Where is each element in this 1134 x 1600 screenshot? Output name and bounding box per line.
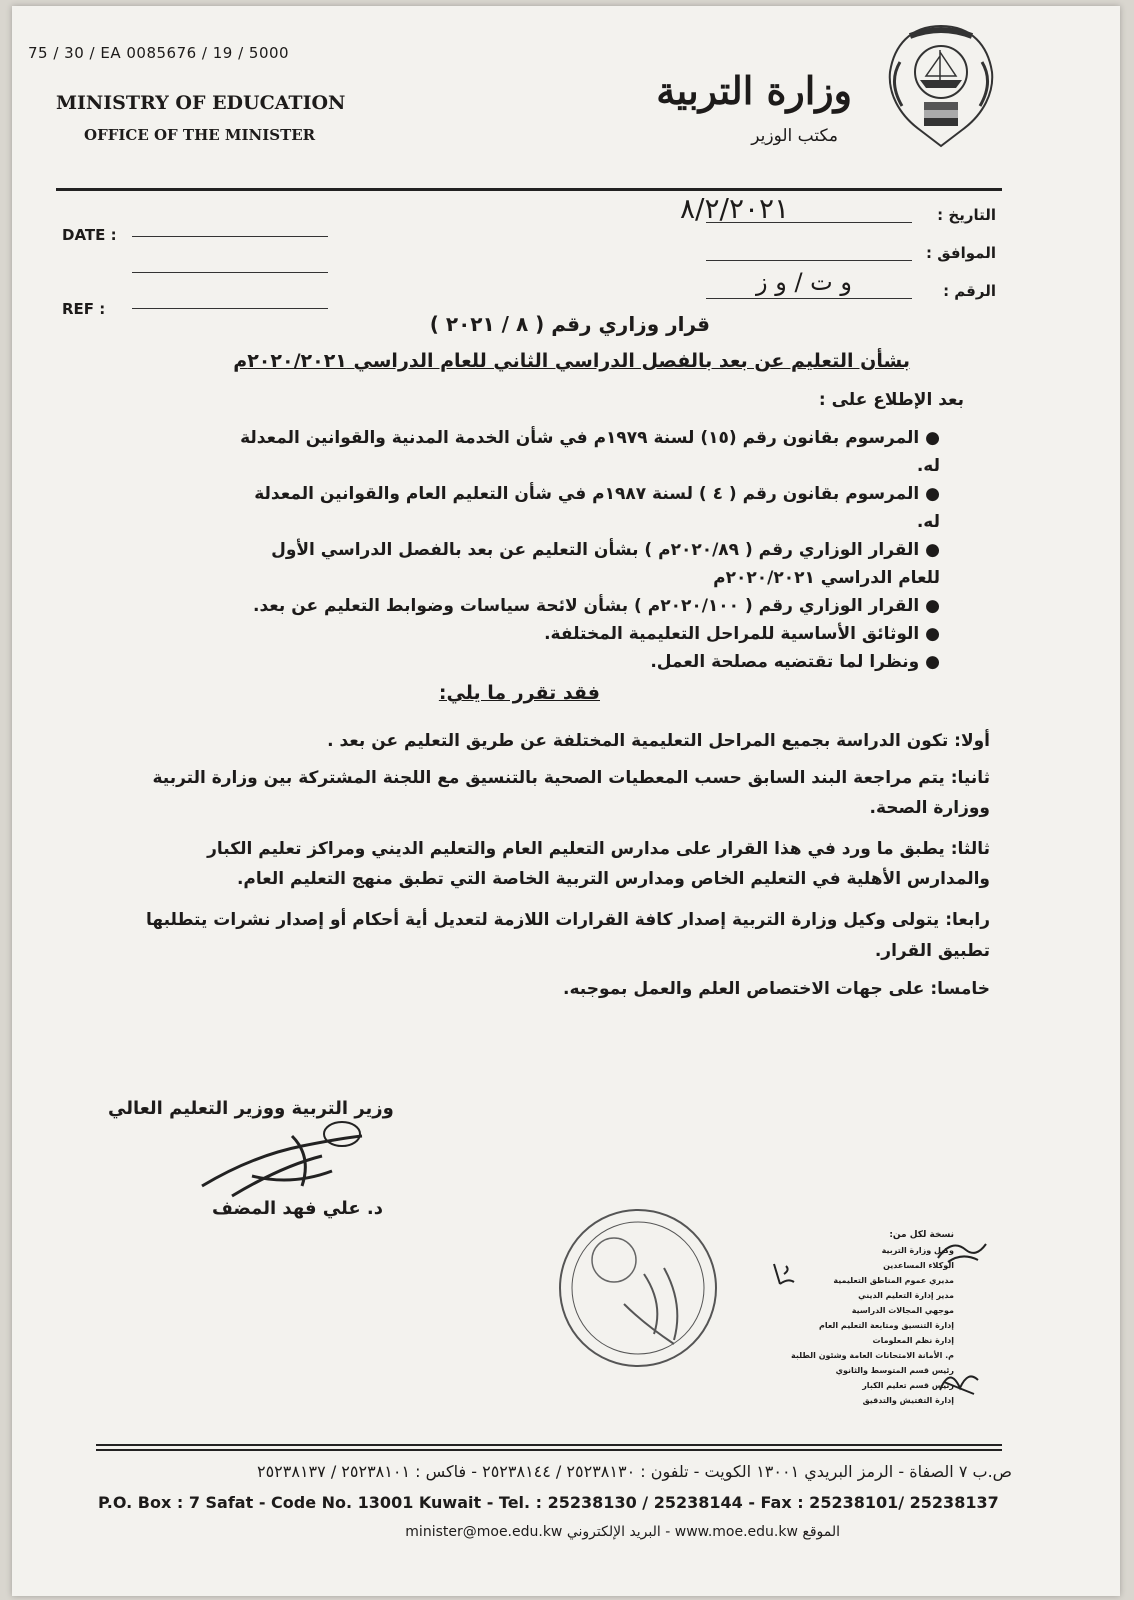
copies-signature-mark — [932, 1230, 992, 1270]
copies-signature-mark-2 — [934, 1360, 984, 1400]
initial-mark — [766, 1260, 806, 1290]
ministry-name-ar: وزارة التربية — [656, 68, 852, 113]
list-item: رئيس قسم تعليم الكبار — [862, 1381, 954, 1390]
list-item: مدير إدارة التعليم الديني — [858, 1291, 954, 1300]
number-handwritten: و ت / و ز — [756, 268, 852, 296]
date-handwritten: ٨/٢/٢٠٢١ — [680, 192, 790, 225]
list-item: ● المرسوم بقانون رقم ( ٤ ) لسنة ١٩٨٧م في شأن التعليم العام والقوانين المعدلة له. — [254, 484, 940, 533]
decision-items — [130, 726, 990, 1005]
list-item: الوكلاء المساعدين — [883, 1261, 954, 1270]
document-serial: 75 / 30 / EA 0085676 / 19 / 5000 — [28, 44, 290, 62]
signatory-position: وزير التربية ووزير التعليم العالي — [108, 1098, 394, 1119]
kuwait-emblem-icon — [880, 22, 1002, 150]
footer-divider-2 — [96, 1449, 1002, 1451]
date-line-en — [132, 236, 328, 237]
list-item: ● ونظرا لما تقتضيه مصلحة العمل. — [650, 652, 940, 673]
list-item: إدارة التفتيش والتدقيق — [862, 1396, 954, 1405]
decision-item: رابعا: يتولى وكيل وزارة التربية إصدار كافة القرارات اللازمة لتعديل أية أحكام أو إصدار نشرات يتطلبها تطبيق القرار. — [146, 909, 990, 961]
list-item: ● القرار الوزاري رقم ( ٢٠٢٠/١٠٠م ) بشأن لائحة سياسات وضوابط التعليم عن بعد. — [253, 596, 940, 617]
date-line-en-2 — [132, 272, 328, 273]
list-item: إدارة نظم المعلومات — [872, 1336, 954, 1345]
date-label-en: DATE : — [62, 226, 117, 244]
decision-title: قرار وزاري رقم ( ٨ / ٢٠٢١ ) — [429, 312, 710, 336]
list-item: ● المرسوم بقانون رقم (١٥) لسنة ١٩٧٩م في شأن الخدمة المدنية والقوانين المعدلة له. — [240, 428, 940, 477]
decision-item: ثالثا: يطبق ما ورد في هذا القرار على مدارس التعليم العام والتعليم الديني ومراكز تعليم الكبار والمدارس الأهلية في التعليم الخاص ومدارس التربية الخاصة التي تطبق منهج التعليم العام. — [207, 838, 990, 890]
ref-line-en — [132, 308, 328, 309]
ministry-name-en: MINISTRY OF EDUCATION — [56, 92, 346, 114]
ref-label-en: REF : — [62, 300, 106, 318]
date-label-ar: التاريخ : — [937, 206, 996, 224]
list-item: ● القرار الوزاري رقم ( ٢٠٢٠/٨٩م ) بشأن التعليم عن بعد بالفصل الدراسي الأول للعام الدراسي ٢٠٢٠/٢٠٢١م — [271, 540, 940, 589]
decision-item: أولا: تكون الدراسة بجميع المراحل التعليمية المختلفة عن طريق التعليم عن بعد . — [327, 731, 990, 751]
list-item: إدارة التنسيق ومتابعة التعليم العام — [819, 1321, 954, 1330]
footer-address-en: P.O. Box : 7 Safat - Code No. 13001 Kuwait - Tel. : 25238130 / 25238144 - Fax : 25238101/ 25238137 — [98, 1493, 999, 1512]
document-page — [12, 6, 1120, 1596]
header-divider — [56, 188, 1002, 191]
office-name-en: OFFICE OF THE MINISTER — [84, 126, 316, 144]
decision-item: خامسا: على جهات الاختصاص العلم والعمل بموجبه. — [563, 979, 990, 1000]
agreed-label-ar: الموافق : — [926, 244, 996, 262]
list-item: مديري عموم المناطق التعليمية — [833, 1276, 954, 1285]
office-name-ar: مكتب الوزير — [751, 126, 838, 146]
signature-image — [192, 1116, 392, 1206]
footer-address-ar: ص.ب ٧ الصفاة - الرمز البريدي ١٣٠٠١ الكويت - تلفون : ٢٥٢٣٨١٣٠ / ٢٥٢٣٨١٤٤ - فاكس : ٢٥٢٣٨١٠١ / ٢٥٢٣٨١٣٧ — [256, 1462, 1012, 1481]
references-list — [240, 424, 940, 676]
decision-subject: بشأن التعليم عن بعد بالفصل الدراسي الثاني للعام الدراسي ٢٠٢٠/٢٠٢١م — [233, 350, 910, 372]
decision-item: ثانيا: يتم مراجعة البند السابق حسب المعطيات الصحية بالتنسيق مع اللجنة المشتركة بين وزارة التربية ووزارة الصحة. — [152, 767, 990, 819]
number-line-ar — [706, 298, 912, 299]
list-item: ● الوثائق الأساسية للمراحل التعليمية المختلفة. — [544, 624, 940, 645]
list-item: وكيل وزارة التربية — [881, 1246, 954, 1255]
list-item: م. الأمانة الامتحانات العامة وشئون الطلبة — [790, 1351, 954, 1360]
list-item: موجهي المجالات الدراسية — [851, 1306, 954, 1315]
decided-heading: فقد تقرر ما يلي: — [438, 682, 600, 704]
copies-list — [784, 1228, 954, 1408]
preamble: بعد الإطلاع على : — [818, 390, 964, 410]
list-item: رئيس قسم المتوسط والثانوي — [835, 1366, 954, 1375]
number-label-ar: الرقم : — [943, 282, 996, 300]
footer-divider — [96, 1444, 1002, 1446]
footer-web: الموقع www.moe.edu.kw - البريد الإلكتروني minister@moe.edu.kw — [405, 1524, 840, 1540]
copies-heading: نسخة لكل من: — [889, 1230, 954, 1240]
signatory-name: د. علي فهد المضف — [212, 1198, 383, 1219]
agreed-line-ar — [706, 260, 912, 261]
official-stamp-icon — [554, 1204, 722, 1372]
